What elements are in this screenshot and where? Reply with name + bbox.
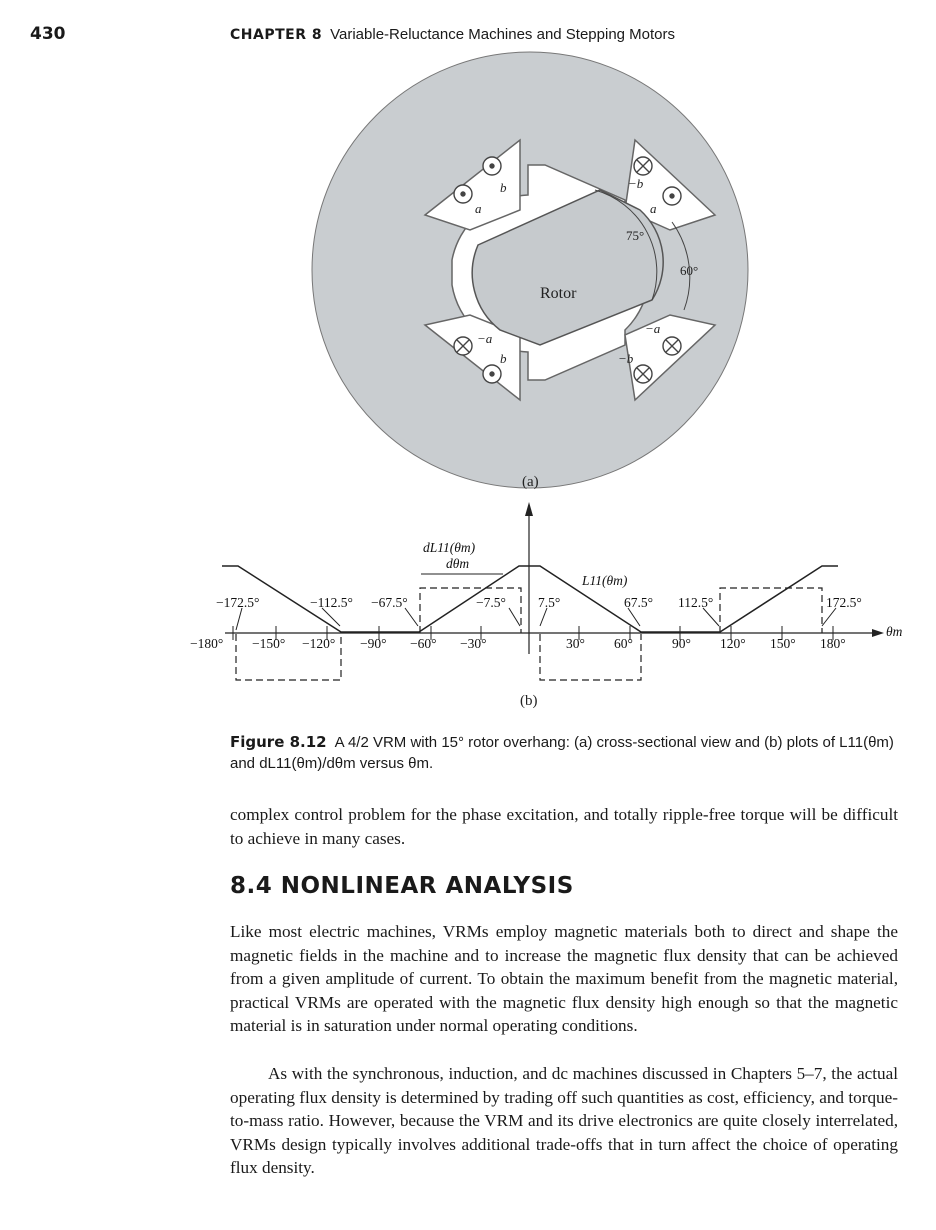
tick-label: 150°: [770, 636, 796, 651]
winding-label: −a: [477, 331, 493, 346]
winding-label: a: [650, 201, 657, 216]
body-paragraph-3: As with the synchronous, induction, and dc machines discussed in Chapters 5–7, the actual operating flux density is determined by trading off such quantities as cost, efficiency, and torque-to-mass ratio. However, because the VRM and its drive electronics are quite closely interrelated, VRMs design typically involves additional trade-offs that in turn affect the choice of operating flux density.: [230, 1064, 898, 1177]
angle-75-label: 75°: [626, 228, 645, 243]
caption-text: A 4/2 VRM with 15° rotor overhang: (a) cross-sectional view and (b) plots of L11(θm) and dL11(θm)/dθm versus θm.: [230, 734, 894, 772]
figure-a-sublabel: (a): [522, 474, 539, 490]
y-axis-arrow-icon: [525, 502, 533, 516]
chapter-label: CHAPTER 8: [230, 27, 323, 43]
upper-label: 112.5°: [678, 595, 714, 610]
dL-label-num: dL11(θm): [423, 540, 476, 555]
rotor-label: Rotor: [540, 285, 577, 302]
tick-label: 120°: [720, 636, 746, 651]
body-paragraph-2: Like most electric machines, VRMs employ magnetic materials both to direct and shape the magnetic fields in the machine and to increase the magnetic flux density that can be achieved from a given amplitude of current. To obtain the maximum benefit from the magnetic material, practical VRMs are operated with the magnetic flux density high enough so that the magnetic material is in saturation under normal operating conditions.: [230, 922, 898, 1035]
dL-label-den: dθm: [446, 556, 470, 571]
axis-label-theta: θm: [886, 624, 903, 639]
angle-60-label: 60°: [680, 263, 699, 278]
body-paragraph-1: complex control problem for the phase excitation, and totally ripple-free torque will be difficult to achieve in many cases.: [230, 805, 898, 848]
winding-label: b: [500, 180, 507, 195]
upper-label: 172.5°: [826, 595, 862, 610]
upper-label: −67.5°: [371, 595, 408, 610]
upper-label: −7.5°: [476, 595, 506, 610]
section-heading: 8.4 NONLINEAR ANALYSIS: [230, 873, 574, 899]
upper-label: −172.5°: [216, 595, 260, 610]
tick-label: 30°: [566, 636, 585, 651]
label-pointers: [236, 608, 836, 630]
winding-label: a: [475, 201, 482, 216]
winding-label: −a: [645, 321, 661, 336]
winding-label: −b: [628, 176, 644, 191]
figure-b-sublabel: (b): [520, 693, 538, 709]
tick-label: −90°: [360, 636, 387, 651]
chapter-title: Variable-Reluctance Machines and Stepping Motors: [330, 26, 676, 43]
upper-label: 67.5°: [624, 595, 654, 610]
tick-label: 90°: [672, 636, 691, 651]
tick-label: −30°: [460, 636, 487, 651]
tick-label: −180°: [190, 636, 224, 651]
winding-label: −b: [618, 351, 634, 366]
upper-label: 7.5°: [538, 595, 561, 610]
caption-label: Figure 8.12: [230, 733, 327, 751]
tick-label: −150°: [252, 636, 286, 651]
tick-label: 60°: [614, 636, 633, 651]
x-axis-arrow-icon: [872, 629, 884, 637]
figure-caption: [230, 732, 910, 774]
L11-label: L11(θm): [582, 573, 628, 588]
winding-label: b: [500, 351, 507, 366]
page-number: 430: [30, 24, 66, 44]
tick-label: −120°: [302, 636, 336, 651]
upper-label: −112.5°: [310, 595, 353, 610]
tick-label: 180°: [820, 636, 846, 651]
tick-label: −60°: [410, 636, 437, 651]
